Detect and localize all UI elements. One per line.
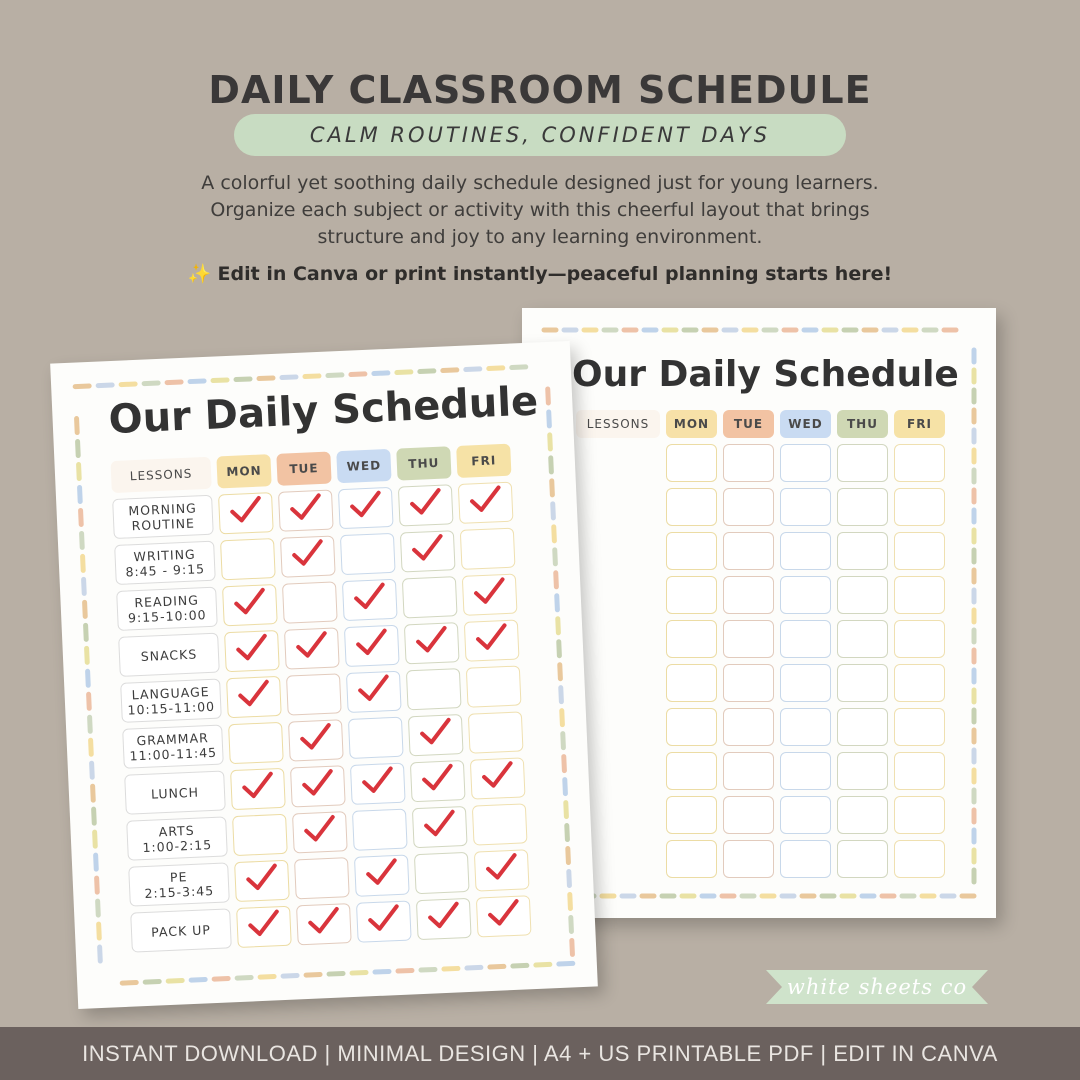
border-dash bbox=[550, 435, 551, 449]
schedule-cell bbox=[222, 584, 278, 626]
schedule-cell bbox=[354, 855, 410, 897]
schedule-cell bbox=[780, 620, 831, 658]
lesson-time: 8:45 - 9:15 bbox=[125, 561, 206, 580]
schedule-cell bbox=[294, 857, 350, 899]
lesson-time: 11:00-11:45 bbox=[129, 744, 218, 764]
border-dash bbox=[443, 370, 457, 371]
border-dash bbox=[560, 665, 561, 679]
border-dash bbox=[80, 487, 81, 501]
checkmark-icon bbox=[245, 905, 283, 943]
schedule-cell bbox=[837, 488, 888, 526]
border-dash bbox=[398, 970, 412, 971]
schedule-cell bbox=[412, 806, 468, 848]
border-dash bbox=[559, 963, 573, 964]
border-dash bbox=[97, 878, 98, 892]
schedule-cell bbox=[894, 708, 945, 746]
schedule-cell bbox=[723, 840, 774, 878]
day-header-fri: FRI bbox=[456, 444, 511, 478]
border-dash bbox=[95, 832, 96, 846]
day-header-thu: THU bbox=[396, 446, 451, 480]
border-dash bbox=[489, 368, 503, 369]
border-dash bbox=[328, 375, 342, 376]
schedule-cell bbox=[400, 530, 456, 572]
footer-bar: INSTANT DOWNLOAD | MINIMAL DESIGN | A4 + US PRINTABLE PDF | EDIT IN CANVA bbox=[0, 1027, 1080, 1080]
cta-text: Edit in Canva or print instantly—peaceful planning starts here! bbox=[217, 263, 893, 285]
border-dash bbox=[490, 966, 504, 967]
lesson-label bbox=[116, 587, 218, 631]
lesson-label bbox=[130, 908, 232, 952]
schedule-cell bbox=[226, 676, 282, 718]
schedule-cell bbox=[894, 488, 945, 526]
border-dash bbox=[554, 527, 555, 541]
border-dash bbox=[306, 974, 320, 975]
schedule-cell bbox=[236, 906, 292, 948]
day-header-tue: TUE bbox=[723, 410, 774, 438]
border-dash bbox=[375, 971, 389, 972]
border-dash bbox=[551, 458, 552, 472]
lesson-label bbox=[122, 724, 224, 768]
border-dash bbox=[512, 367, 526, 368]
description-line: structure and joy to any learning environment. bbox=[317, 226, 763, 248]
border-dash bbox=[466, 369, 480, 370]
border-dash bbox=[536, 964, 550, 965]
border-dash bbox=[556, 573, 557, 587]
schedule-cell bbox=[472, 803, 528, 845]
schedule-cell bbox=[723, 532, 774, 570]
schedule-cell bbox=[414, 852, 470, 894]
border-dash bbox=[145, 981, 159, 982]
border-dash bbox=[569, 872, 570, 886]
schedule-cell bbox=[288, 719, 344, 761]
border-dash bbox=[570, 894, 571, 908]
border-dash bbox=[89, 694, 90, 708]
schedule-cell bbox=[470, 757, 526, 799]
schedule-cell bbox=[723, 488, 774, 526]
schedule-cell bbox=[346, 671, 402, 713]
checkmark-icon bbox=[409, 530, 447, 568]
lesson-label bbox=[576, 708, 660, 746]
schedule-cell bbox=[402, 576, 458, 618]
schedule-cell bbox=[780, 444, 831, 482]
call-to-action bbox=[0, 262, 1080, 285]
lessons-header: LESSONS bbox=[576, 410, 660, 438]
schedule-cell bbox=[837, 840, 888, 878]
checkmark-icon bbox=[297, 719, 335, 757]
lessons-header: LESSONS bbox=[110, 457, 211, 493]
checkmark-icon bbox=[231, 583, 269, 621]
border-dash bbox=[90, 717, 91, 731]
schedule-cell bbox=[284, 627, 340, 669]
sheet-title: Our Daily Schedule bbox=[572, 354, 959, 395]
schedule-cell bbox=[232, 814, 288, 856]
schedule-cell bbox=[837, 752, 888, 790]
border-dash bbox=[78, 442, 79, 456]
checkmark-icon bbox=[479, 757, 517, 795]
filled-schedule-sheet bbox=[50, 341, 598, 1009]
border-dash bbox=[555, 550, 556, 564]
schedule-cell bbox=[408, 714, 464, 756]
page-title: DAILY CLASSROOM SCHEDULE bbox=[208, 68, 872, 112]
lesson-label bbox=[118, 633, 220, 677]
schedule-cell bbox=[666, 840, 717, 878]
lesson-label bbox=[576, 532, 660, 570]
schedule-cell bbox=[666, 752, 717, 790]
border-dash bbox=[213, 380, 227, 381]
border-dash bbox=[191, 979, 205, 980]
schedule-cell bbox=[286, 673, 342, 715]
lesson-name: LANGUAGE bbox=[131, 684, 210, 703]
schedule-cell bbox=[344, 625, 400, 667]
schedule-cell bbox=[468, 711, 524, 753]
schedule-cell bbox=[356, 900, 412, 942]
border-dash bbox=[77, 419, 78, 433]
lesson-name: READING bbox=[134, 592, 200, 611]
schedule-cell bbox=[230, 768, 286, 810]
schedule-cell bbox=[837, 708, 888, 746]
border-dash bbox=[86, 625, 87, 639]
lesson-name: WRITING bbox=[133, 546, 196, 565]
schedule-cell bbox=[780, 488, 831, 526]
schedule-cell bbox=[398, 484, 454, 526]
border-dash bbox=[88, 671, 89, 685]
schedule-cell bbox=[280, 535, 336, 577]
schedule-cell bbox=[476, 895, 532, 937]
border-dash bbox=[351, 374, 365, 375]
checkmark-icon bbox=[243, 859, 281, 897]
border-dash bbox=[562, 711, 563, 725]
checkmark-icon bbox=[417, 713, 455, 751]
schedule-cell bbox=[780, 664, 831, 702]
border-dash bbox=[93, 786, 94, 800]
lesson-label bbox=[120, 679, 222, 723]
lesson-label bbox=[112, 495, 214, 539]
checkmark-icon bbox=[483, 849, 521, 887]
schedule-cell bbox=[666, 444, 717, 482]
border-dash bbox=[91, 740, 92, 754]
schedule-cell bbox=[723, 576, 774, 614]
lesson-name: MORNING bbox=[128, 500, 198, 519]
schedule-cell bbox=[894, 752, 945, 790]
lesson-name: GRAMMAR bbox=[136, 730, 210, 749]
lesson-name: ARTS bbox=[158, 822, 195, 840]
border-dash bbox=[421, 969, 435, 970]
schedule-cell bbox=[282, 581, 338, 623]
schedule-cell bbox=[780, 532, 831, 570]
lesson-time: 9:15-10:00 bbox=[127, 607, 207, 626]
lesson-name: PE bbox=[169, 869, 188, 885]
day-header-tue: TUE bbox=[276, 452, 331, 486]
border-dash bbox=[82, 533, 83, 547]
border-dash bbox=[83, 556, 84, 570]
checkmark-icon bbox=[355, 670, 393, 708]
checkmark-icon bbox=[301, 811, 339, 849]
checkmark-icon bbox=[351, 578, 389, 616]
checkmark-icon bbox=[365, 900, 403, 938]
schedule-cell bbox=[723, 752, 774, 790]
schedule-cell bbox=[338, 487, 394, 529]
border-dash bbox=[98, 385, 112, 386]
border-dash bbox=[552, 481, 553, 495]
border-dash bbox=[564, 757, 565, 771]
border-dash bbox=[99, 924, 100, 938]
schedule-cell bbox=[894, 532, 945, 570]
border-dash bbox=[444, 968, 458, 969]
schedule-cell bbox=[894, 796, 945, 834]
border-dash bbox=[513, 965, 527, 966]
schedule-cell bbox=[837, 796, 888, 834]
schedule-cell bbox=[224, 630, 280, 672]
schedule-cell bbox=[228, 722, 284, 764]
border-dash bbox=[121, 384, 135, 385]
checkmark-icon bbox=[305, 902, 343, 940]
schedule-cell bbox=[723, 444, 774, 482]
schedule-cell bbox=[348, 717, 404, 759]
border-dash bbox=[122, 982, 136, 983]
checkmark-icon bbox=[235, 675, 273, 713]
border-dash bbox=[571, 917, 572, 931]
sheet-title: Our Daily Schedule bbox=[107, 378, 540, 444]
checkmark-icon bbox=[359, 762, 397, 800]
schedule-cell bbox=[474, 849, 530, 891]
border-dash bbox=[549, 412, 550, 426]
lesson-label bbox=[126, 816, 228, 860]
lesson-time: ROUTINE bbox=[131, 515, 196, 534]
day-header-fri: FRI bbox=[894, 410, 945, 438]
schedule-cell bbox=[404, 622, 460, 664]
schedule-cell bbox=[292, 811, 348, 853]
schedule-cell bbox=[290, 765, 346, 807]
border-dash bbox=[144, 383, 158, 384]
checkmark-icon bbox=[287, 489, 325, 527]
checkmark-icon bbox=[293, 627, 331, 665]
border-dash bbox=[566, 803, 567, 817]
border-dash bbox=[98, 901, 99, 915]
checkmark-icon bbox=[425, 897, 463, 935]
border-dash bbox=[561, 688, 562, 702]
day-header-mon: MON bbox=[666, 410, 717, 438]
border-dash bbox=[214, 978, 228, 979]
border-dash bbox=[572, 940, 573, 954]
schedule-cell bbox=[780, 708, 831, 746]
brand-name: white sheets co bbox=[786, 975, 968, 999]
lesson-name: PACK UP bbox=[150, 921, 212, 940]
border-dash bbox=[236, 379, 250, 380]
lesson-name: SNACKS bbox=[140, 646, 198, 664]
border-dash bbox=[96, 855, 97, 869]
day-header-wed: WED bbox=[780, 410, 831, 438]
schedule-cell bbox=[666, 620, 717, 658]
subtitle-pill: CALM ROUTINES, CONFIDENT DAYS bbox=[234, 114, 846, 156]
checkmark-icon bbox=[421, 805, 459, 843]
checkmark-icon bbox=[353, 624, 391, 662]
schedule-cell bbox=[296, 903, 352, 945]
schedule-cell bbox=[666, 576, 717, 614]
border-dash bbox=[94, 809, 95, 823]
checkmark-icon bbox=[363, 854, 401, 892]
lesson-time: 10:15-11:00 bbox=[127, 698, 216, 718]
schedule-cell bbox=[234, 860, 290, 902]
schedule-cell bbox=[278, 489, 334, 531]
checkmark-icon bbox=[239, 767, 277, 805]
schedule-cell bbox=[894, 576, 945, 614]
border-dash bbox=[84, 579, 85, 593]
checkmark-icon bbox=[233, 629, 271, 667]
schedule-cell bbox=[406, 668, 462, 710]
checkmark-icon bbox=[413, 622, 451, 660]
border-dash bbox=[260, 976, 274, 977]
border-dash bbox=[548, 389, 549, 403]
schedule-cell bbox=[723, 664, 774, 702]
schedule-cell bbox=[352, 809, 408, 851]
schedule-cell bbox=[350, 763, 406, 805]
schedule-cell bbox=[340, 533, 396, 575]
lesson-label bbox=[576, 664, 660, 702]
schedule-cell bbox=[466, 665, 522, 707]
schedule-cell bbox=[894, 444, 945, 482]
schedule-cell bbox=[666, 532, 717, 570]
border-dash bbox=[420, 371, 434, 372]
schedule-cell bbox=[723, 796, 774, 834]
schedule-cell bbox=[666, 664, 717, 702]
border-dash bbox=[557, 596, 558, 610]
schedule-cell bbox=[458, 482, 514, 524]
border-dash bbox=[92, 763, 93, 777]
schedule-cell bbox=[837, 620, 888, 658]
border-dash bbox=[168, 980, 182, 981]
blank-schedule-sheet bbox=[522, 308, 996, 918]
border-dash bbox=[75, 386, 89, 387]
schedule-cell bbox=[837, 576, 888, 614]
border-dash bbox=[167, 382, 181, 383]
schedule-cell bbox=[460, 528, 516, 570]
border-dash bbox=[282, 377, 296, 378]
checkmark-icon bbox=[471, 573, 509, 611]
schedule-cell bbox=[780, 576, 831, 614]
border-dash bbox=[100, 947, 101, 961]
border-dash bbox=[553, 504, 554, 518]
lesson-label bbox=[128, 862, 230, 906]
day-header-mon: MON bbox=[216, 454, 271, 488]
lesson-label bbox=[576, 576, 660, 614]
border-dash bbox=[563, 734, 564, 748]
schedule-cell bbox=[218, 492, 274, 534]
border-dash bbox=[259, 378, 273, 379]
lesson-name: LUNCH bbox=[150, 784, 200, 802]
checkmark-icon bbox=[485, 895, 523, 933]
border-dash bbox=[565, 780, 566, 794]
border-dash bbox=[397, 372, 411, 373]
schedule-cell bbox=[464, 619, 520, 661]
checkmark-icon bbox=[227, 491, 265, 529]
lesson-label bbox=[576, 488, 660, 526]
schedule-cell bbox=[666, 488, 717, 526]
checkmark-icon bbox=[407, 484, 445, 522]
schedule-cell bbox=[723, 708, 774, 746]
checkmark-icon bbox=[419, 759, 457, 797]
lesson-label bbox=[576, 620, 660, 658]
day-header-thu: THU bbox=[837, 410, 888, 438]
schedule-cell bbox=[666, 708, 717, 746]
schedule-cell bbox=[837, 664, 888, 702]
border-dash bbox=[85, 602, 86, 616]
border-dash bbox=[87, 648, 88, 662]
day-header-wed: WED bbox=[336, 449, 391, 483]
lesson-label bbox=[124, 770, 226, 814]
border-dash bbox=[305, 376, 319, 377]
description-line: A colorful yet soothing daily schedule designed just for young learners. bbox=[201, 172, 879, 194]
checkmark-icon bbox=[467, 481, 505, 519]
border-dash bbox=[467, 967, 481, 968]
border-dash bbox=[329, 973, 343, 974]
description bbox=[120, 170, 960, 251]
border-dash bbox=[559, 642, 560, 656]
schedule-cell bbox=[894, 620, 945, 658]
border-dash bbox=[567, 826, 568, 840]
border-dash bbox=[237, 977, 251, 978]
border-dash bbox=[374, 373, 388, 374]
schedule-cell bbox=[837, 444, 888, 482]
schedule-cell bbox=[416, 898, 472, 940]
checkmark-icon bbox=[347, 486, 385, 524]
schedule-cell bbox=[723, 620, 774, 658]
schedule-cell bbox=[894, 664, 945, 702]
schedule-cell bbox=[410, 760, 466, 802]
sparkles-icon: ✨ bbox=[187, 263, 212, 285]
schedule-cell bbox=[780, 796, 831, 834]
schedule-cell bbox=[342, 579, 398, 621]
schedule-cell bbox=[780, 840, 831, 878]
checkmark-icon bbox=[473, 619, 511, 657]
schedule-cell bbox=[220, 538, 276, 580]
checkmark-icon bbox=[289, 535, 327, 573]
border-dash bbox=[79, 465, 80, 479]
description-line: Organize each subject or activity with this cheerful layout that brings bbox=[210, 199, 870, 221]
schedule-cell bbox=[780, 752, 831, 790]
schedule-cell bbox=[462, 574, 518, 616]
border-dash bbox=[283, 975, 297, 976]
border-dash bbox=[352, 972, 366, 973]
border-dash bbox=[558, 619, 559, 633]
border-dash bbox=[568, 849, 569, 863]
schedule-cell bbox=[666, 796, 717, 834]
checkmark-icon bbox=[299, 765, 337, 803]
schedule-cell bbox=[894, 840, 945, 878]
border-dash bbox=[190, 381, 204, 382]
lesson-time: 2:15-3:45 bbox=[144, 883, 215, 902]
border-dash bbox=[81, 510, 82, 524]
brand-logo bbox=[766, 970, 988, 1004]
lesson-label bbox=[576, 444, 660, 482]
schedule-cell bbox=[837, 532, 888, 570]
lesson-label bbox=[114, 541, 216, 585]
lesson-time: 1:00-2:15 bbox=[142, 837, 213, 856]
